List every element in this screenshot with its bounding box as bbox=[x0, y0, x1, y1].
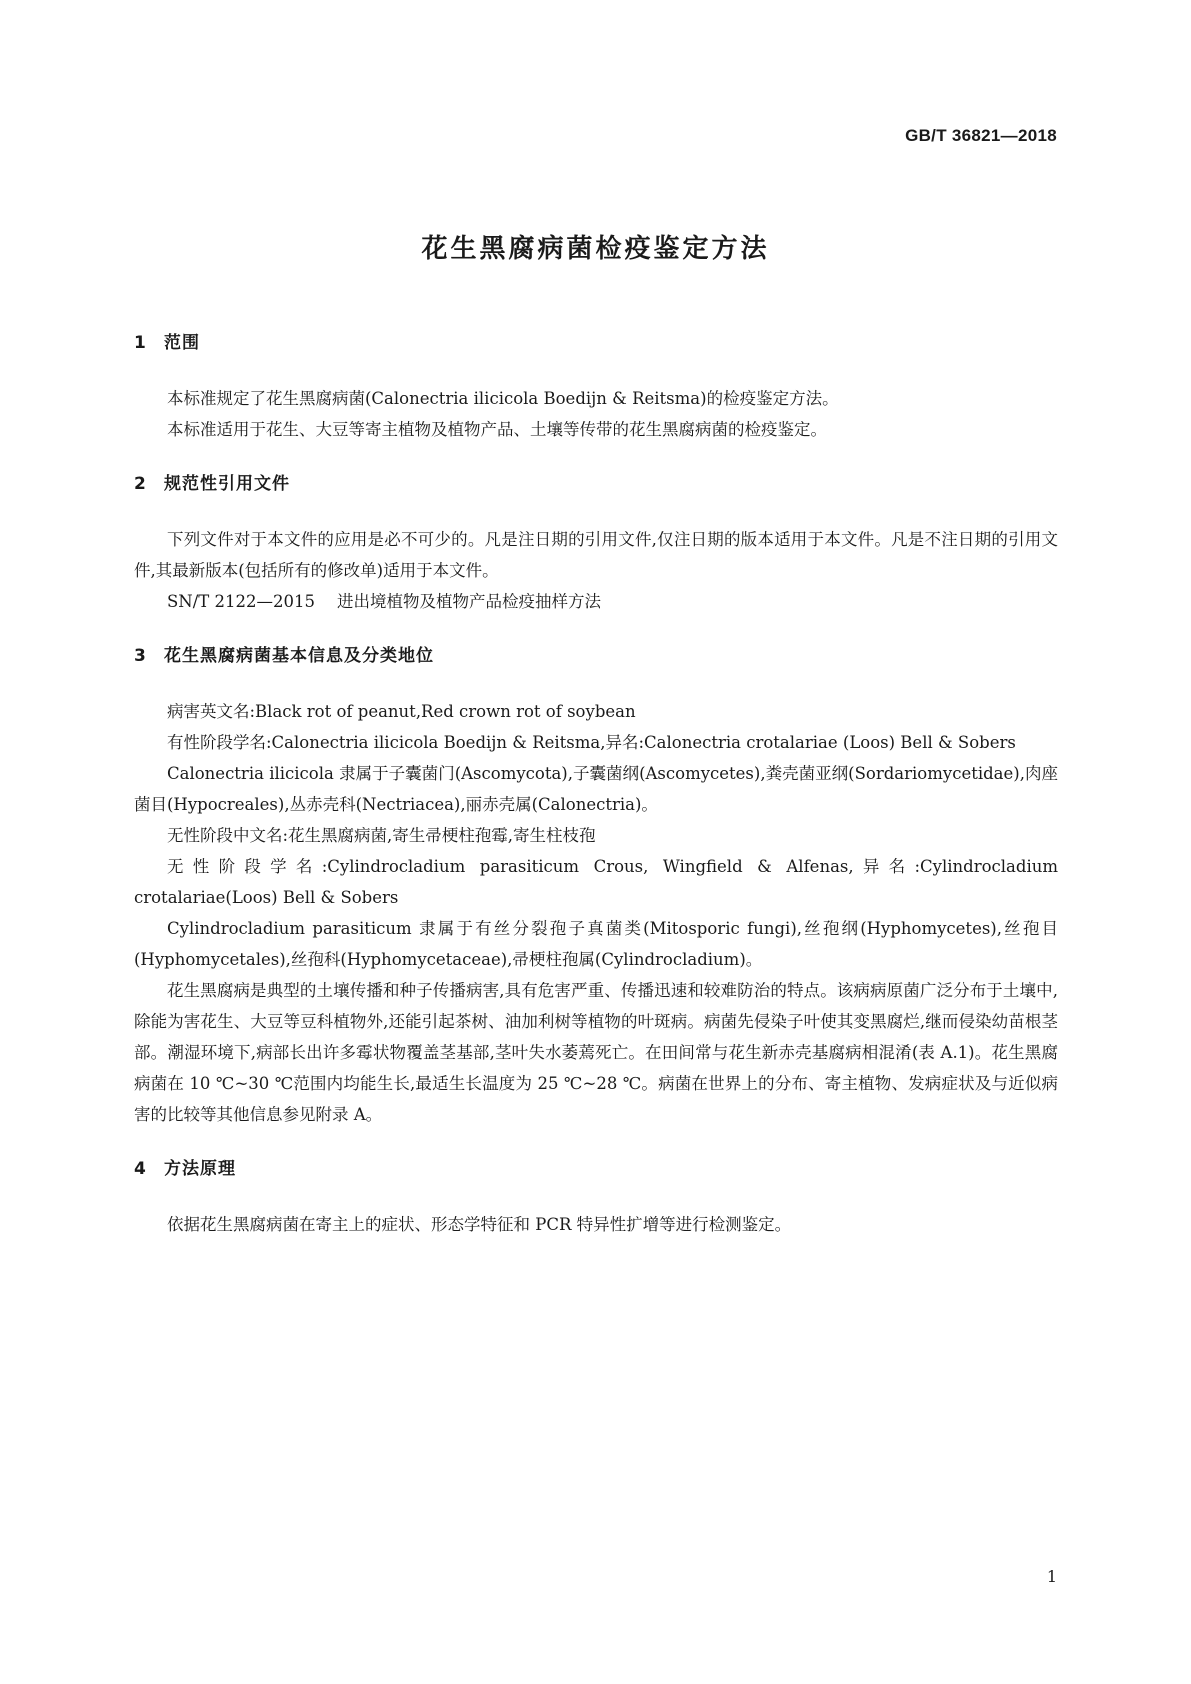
paragraph: 下列文件对于本文件的应用是必不可少的。凡是注日期的引用文件,仅注日期的版本适用于本文件。凡是不注日期的引用文件,其最新版本(包括所有的修改单)适用于本文件。 bbox=[134, 530, 1058, 580]
section-heading bbox=[134, 643, 1058, 669]
page-number: 1 bbox=[1046, 1567, 1057, 1586]
section-title: 方法原理 bbox=[164, 1159, 236, 1179]
section-number: 1 bbox=[134, 333, 147, 353]
paragraph: 花生黑腐病是典型的土壤传播和种子传播病害,具有危害严重、传播迅速和较难防治的特点。该病病原菌广泛分布于土壤中,除能为害花生、大豆等豆科植物外,还能引起茶树、油加利树等植物的叶斑病。病菌先侵染子叶使其变黑腐烂,继而侵染幼苗根茎部。潮湿环境下,病部长出许多霉状物覆盖茎基部,茎叶失水萎蔫死亡。在田间常与花生新赤壳基腐病相混淆(表 A.1)。花生黑腐病菌在 10 ℃~30 ℃范围内均能生长,最适生长温度为 25 ℃~28 ℃。病菌在世界上的分布、寄主植物、发病症状及与近似病害的比较等其他信息参见附录 A。 bbox=[134, 981, 1058, 1124]
reference-code: SN/T 2122—2015 bbox=[167, 592, 316, 611]
section-heading bbox=[134, 1156, 1058, 1182]
paragraph: 有性阶段学名:Calonectria ilicicola Boedijn & Reitsma,异名:Calonectria crotalariae (Loos) Bell & Sobers bbox=[167, 733, 1016, 752]
section-title: 范围 bbox=[164, 333, 200, 353]
paragraph: 本标准适用于花生、大豆等寄主植物及植物产品、土壤等传带的花生黑腐病菌的检疫鉴定。 bbox=[167, 420, 827, 439]
section-number: 4 bbox=[134, 1159, 147, 1179]
section-normative-references bbox=[134, 471, 1058, 617]
paragraph: Calonectria ilicicola 隶属于子囊菌门(Ascomycota),子囊菌纲(Ascomycetes),粪壳菌亚纲(Sordariomycetidae),肉座菌目(Hypocreales),丛赤壳科(Nectriacea),丽赤壳属(Calonectria)。 bbox=[134, 764, 1058, 814]
paragraph: 依据花生黑腐病菌在寄主上的症状、形态学特征和 PCR 特异性扩增等进行检测鉴定。 bbox=[167, 1215, 792, 1234]
section-heading bbox=[134, 471, 1058, 497]
paragraph: 无性阶段中文名:花生黑腐病菌,寄生帚梗柱孢霉,寄生柱枝孢 bbox=[167, 826, 596, 845]
section-number: 2 bbox=[134, 474, 147, 494]
section-title: 花生黑腐病菌基本信息及分类地位 bbox=[164, 646, 434, 666]
reference-title: 进出境植物及植物产品检疫抽样方法 bbox=[337, 592, 602, 611]
document-title: 花生黑腐病菌检疫鉴定方法 bbox=[421, 234, 770, 264]
document-body bbox=[134, 330, 1058, 1240]
section-title: 规范性引用文件 bbox=[164, 474, 290, 494]
section-method-principle bbox=[134, 1156, 1058, 1240]
section-number: 3 bbox=[134, 646, 147, 666]
reference-entry bbox=[134, 586, 1058, 617]
section-basic-information bbox=[134, 643, 1058, 1130]
standard-number: GB/T 36821—2018 bbox=[905, 126, 1057, 145]
section-scope bbox=[134, 330, 1058, 445]
section-heading bbox=[134, 330, 1058, 356]
paragraph: 病害英文名:Black rot of peanut,Red crown rot of soybean bbox=[167, 702, 636, 721]
paragraph: 无性阶段学名:Cylindrocladium parasiticum Crous, Wingfield & Alfenas,异名:Cylindrocladium crotalariae(Loos) Bell & Sobers bbox=[134, 857, 1058, 907]
paragraph: Cylindrocladium parasiticum 隶属于有丝分裂孢子真菌类(Mitosporic fungi),丝孢纲(Hyphomycetes),丝孢目(Hyphomycetales),丝孢科(Hyphomycetaceae),帚梗柱孢属(Cylindrocladium)。 bbox=[134, 919, 1058, 969]
paragraph: 本标准规定了花生黑腐病菌(Calonectria ilicicola Boedijn & Reitsma)的检疫鉴定方法。 bbox=[167, 389, 839, 408]
